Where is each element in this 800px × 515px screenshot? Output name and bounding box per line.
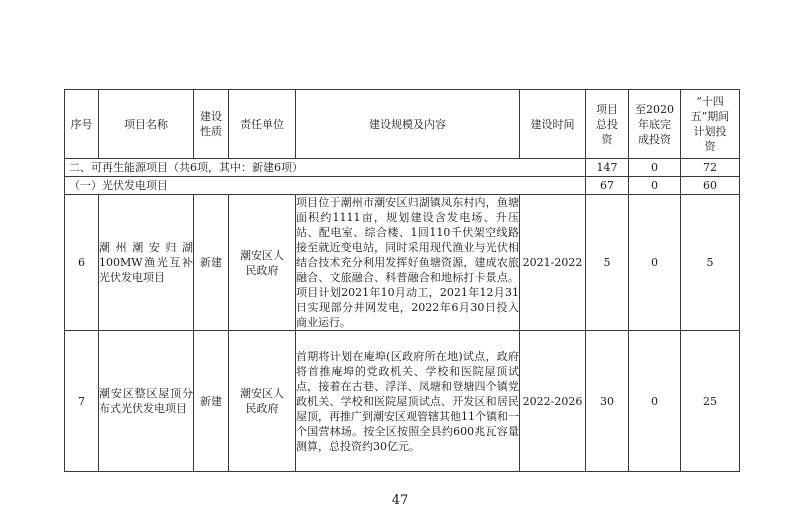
project-table [64,89,740,472]
row-scope: 项目位于潮州市潮安区归湖镇凤东村内，鱼塘面积约1111亩，规划建设含发电场、升压站、配电室、综合楼、1回110千伏架空线路接至就近变电站，同时采用现代渔业与光伏相结合技术充分利用发挥好鱼塘资源，建成农旅融合、文旅融合、科普融合和地标打卡景点。项目计划2021年10月动工，2021年12月31日实现部分并网发电，2022年6月30日投入商业运行。 [296,196,519,329]
header-row [65,90,740,159]
section-total: 147 [586,159,629,177]
row-total: 5 [586,195,629,331]
row-scope: 首期将计划在庵埠(区政府所在地)试点，政府将首推庵埠的党政机关、学校和医院屋顶试点，接着在古巷、浮洋、凤塘和登塘四个镇党政机关、学校和医院屋顶试点、开发区和居民屋顶，再推广到潮安区观管辖其他11个镇和一个国营林场。按全区按照全县约600兆瓦容量测算，总投资约30亿元。 [296,331,520,472]
row-total: 30 [586,331,629,472]
section-by2020: 0 [629,159,681,177]
row-project-name: 潮安区整区屋顶分布式光伏发电项目 [99,331,194,472]
section-row [65,159,740,177]
header-unit: 责任单位 [229,90,296,159]
row-nature: 新建 [194,331,229,472]
header-seq: 序号 [65,90,99,159]
header-plan: “十四五”期间计划投资 [681,90,740,159]
header-scope: 建设规模及内容 [296,90,520,159]
header-by2020: 至2020年底完成投资 [629,90,681,159]
header-period: 建设时间 [520,90,586,159]
row-plan: 5 [681,195,740,331]
row-seq: 6 [65,195,99,331]
subsection-total: 67 [586,177,629,195]
row-by2020: 0 [629,331,681,472]
subsection-by2020: 0 [629,177,681,195]
section-plan: 72 [681,159,740,177]
row-project-name: 潮州潮安归湖100MW渔光互补光伏发电项目 [99,195,194,331]
row-period: 2022-2026 [520,331,586,472]
header-nature: 建设性质 [194,90,229,159]
row-by2020: 0 [629,195,681,331]
header-total: 项目总投资 [586,90,629,159]
table-row [65,331,740,472]
row-plan: 25 [681,331,740,472]
table-row [65,195,740,331]
row-unit: 潮安区人民政府 [229,195,296,331]
subsection-row [65,177,740,195]
row-period: 2021-2022 [520,195,586,331]
row-unit: 潮安区人民政府 [229,331,296,472]
page-number: 47 [391,493,409,508]
subsection-label: （一）光伏发电项目 [65,177,586,195]
header-name: 项目名称 [99,90,194,159]
section-label: 二、可再生能源项目（共6项，其中：新建6项） [65,159,586,177]
row-nature: 新建 [194,195,229,331]
row-seq: 7 [65,331,99,472]
subsection-plan: 60 [681,177,740,195]
